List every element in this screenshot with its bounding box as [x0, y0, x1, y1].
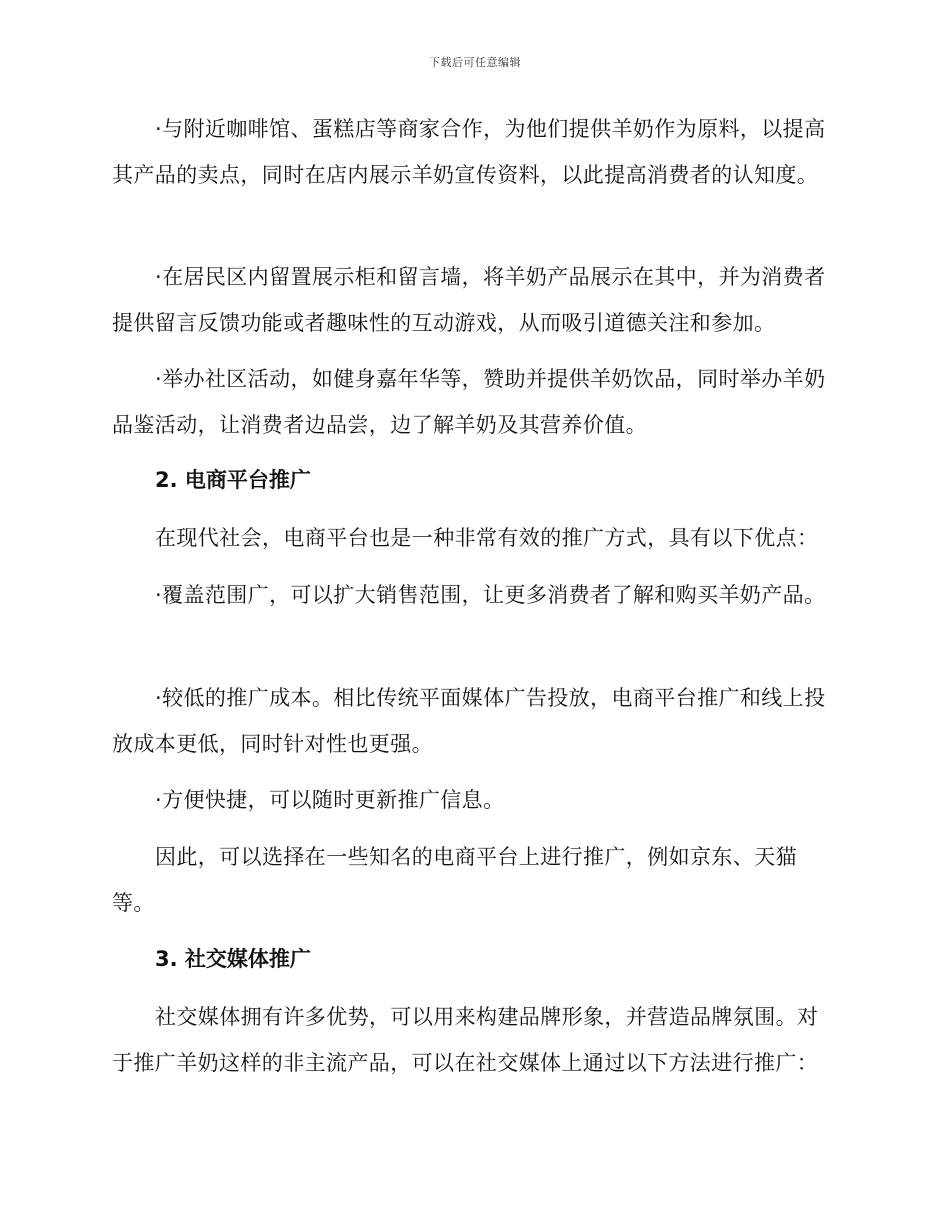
paragraph-coverage: ·覆盖范围广，可以扩大销售范围，让更多消费者了解和购买羊奶产品。 — [155, 583, 826, 607]
paragraph-community-events: ·举办社区活动，如健身嘉年华等，赞助并提供羊奶饮品，同时举办羊奶品鉴活动，让消费者边品尝，边了解羊奶及其营养价值。 — [112, 367, 826, 437]
paragraph-low-cost: ·较低的推广成本。相比传统平面媒体广告投放，电商平台推广和线上投放成本更低，同时针对性也更强。 — [112, 686, 826, 756]
paragraph-ecommerce-intro: 在现代社会，电商平台也是一种非常有效的推广方式，具有以下优点： — [155, 526, 819, 550]
paragraph-residential-display: ·在居民区内留置展示柜和留言墙，将羊奶产品展示在其中，并为消费者提供留言反馈功能或者趣味性的互动游戏，从而吸引道德关注和参加。 — [112, 265, 826, 335]
paragraph-convenience: ·方便快捷，可以随时更新推广信息。 — [155, 788, 505, 812]
paragraph-social-media-intro: 社交媒体拥有许多优势，可以用来构建品牌形象，并营造品牌氛围。对于推广羊奶这样的非主流产品，可以在社交媒体上通过以下方法进行推广： — [112, 1005, 819, 1075]
section-heading-ecommerce: 2. 电商平台推广 — [155, 468, 311, 492]
paragraph-choose-platform: 因此，可以选择在一些知名的电商平台上进行推广，例如京东、天猫等。 — [112, 845, 797, 915]
section-heading-social-media: 3. 社交媒体推广 — [155, 947, 311, 971]
paragraph-cafe-partnership: ·与附近咖啡馆、蛋糕店等商家合作，为他们提供羊奶作为原料，以提高其产品的卖点，同时在店内展示羊奶宣传资料，以此提高消费者的认知度。 — [112, 117, 826, 187]
page-header: 下载后可任意编辑 — [429, 56, 521, 69]
